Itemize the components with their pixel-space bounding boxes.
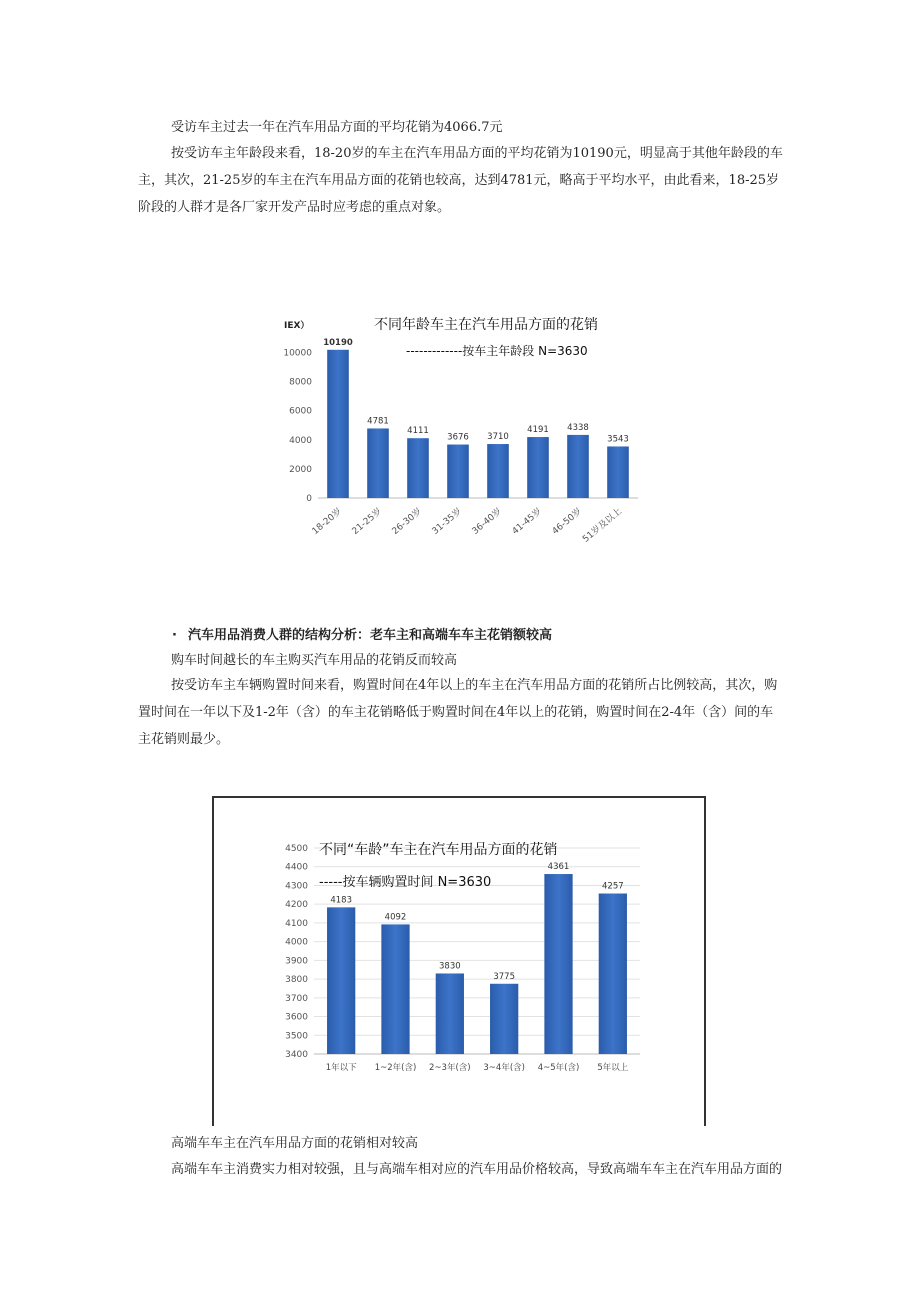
chart1-bar [447,445,469,498]
chart1-category-label: 18-20岁 [310,506,344,537]
chart2-ytick-label: 4300 [285,881,308,892]
chart1-corner-label: IEX） [284,321,310,331]
chart2-category-label: 2~3年(含) [429,1063,471,1073]
section2-bullet [172,624,552,643]
chart1-bar [527,437,549,498]
chart2-ytick-label: 4400 [285,862,308,873]
chart2-title: 不同“车龄”车主在汽车用品方面的花销 [319,842,558,858]
chart1-value-label: 3676 [447,432,469,443]
chart2-category-label: 1~2年(含) [374,1063,417,1073]
chart1-bar [327,350,349,498]
chart1-bar [487,444,509,498]
chart1-category-label: 46-50岁 [550,506,584,537]
chart1-value-label: 4191 [527,425,549,436]
chart2-ytick-label: 3900 [285,956,308,967]
purchase-time-paragraph: 按受访车主车辆购置时间来看，购置时间在4年以上的车主在汽车用品方面的花销所占比例较高，其次，购置时间在一年以下及1-2年（含）的车主花销略低于购置时间在4年以上的花销，购置时间在2-4年（含）间的车主花销则最少。 [138,678,778,747]
chart2-bar [381,924,409,1054]
chart1-bar [607,446,629,498]
chart2-value-label: 3830 [439,961,461,972]
chart2-ytick-label: 3800 [285,975,308,986]
chart1-ytick-label: 0 [306,494,312,504]
section3-subheading: 高端车车主在汽车用品方面的花销相对较高 [171,1136,419,1151]
chart2-value-label: 4183 [330,895,352,906]
vehicle-age-spending-chart [214,798,704,1126]
section2-subheading: 购车时间越长的车主购买汽车用品的花销反而较高 [171,653,458,668]
chart2-bar [436,973,464,1054]
chart2-value-label: 4092 [384,912,407,923]
chart1-category-label: 41-45岁 [510,506,544,537]
chart2-bar [599,894,627,1054]
chart1-ytick-label: 6000 [289,406,312,417]
chart1-ytick-label: 4000 [289,435,312,446]
chart2-ytick-label: 3400 [285,1050,308,1060]
chart2-category-label: 1年以下 [325,1063,357,1073]
chart1-title: 不同年龄车主在汽车用品方面的花销 [374,317,598,333]
chart2-ytick-label: 4000 [285,937,308,948]
chart1-value-label: 4338 [567,422,589,433]
chart1-ytick-label: 2000 [289,464,312,475]
chart1-category-label: 36-40岁 [470,506,504,537]
chart2-ytick-label: 3700 [285,993,308,1004]
chart1-bar [367,428,389,498]
vehicle-age-chart-frame [212,796,706,1126]
chart2-category-label: 3~4年(含) [483,1063,525,1073]
chart2-value-label: 4257 [602,881,624,892]
chart1-value-label: 3710 [487,432,509,443]
chart2-bar [544,874,572,1054]
chart1-subtitle: -------------按车主年龄段 N=3630 [406,344,588,358]
chart2-ytick-label: 4100 [285,918,308,929]
chart1-value-label: 10190 [323,337,353,348]
age-spending-chart [280,308,650,580]
chart2-value-label: 4361 [547,862,570,873]
chart1-bar [407,438,429,498]
chart2-category-label: 4~5年(含) [537,1063,580,1073]
chart2-bar [490,984,518,1054]
bullet-dot-icon: · [172,628,177,643]
chart2-bar [327,907,355,1054]
high-end-paragraph: 高端车车主消费实力相对较强，且与高端车相对应的汽车用品价格较高，导致高端车车主在汽车用品方面的 [171,1162,783,1177]
chart2-value-label: 3775 [493,971,515,982]
chart1-value-label: 4111 [407,426,429,437]
age-analysis-paragraph: 按受访车主年龄段来看，18-20岁的车主在汽车用品方面的平均花销为10190元，明显高于其他年龄段的车主，其次，21-25岁的车主在汽车用品方面的花销也较高，达到4781元，略高于平均水平，由此看来，18-25岁阶段的人群才是各厂家开发产品时应考虑的重点对象。 [138,146,783,215]
chart2-ytick-label: 4500 [285,844,308,854]
chart2-ytick-label: 4200 [285,900,308,911]
chart1-ytick-label: 10000 [283,348,312,359]
chart2-category-label: 5年以上 [597,1063,629,1073]
chart2-subtitle: -----按车辆购置时间 N=3630 [319,875,492,890]
chart1-category-label: 21-25岁 [350,506,384,537]
summary-line: 受访车主过去一年在汽车用品方面的平均花销为4066.7元 [171,120,503,135]
chart1-category-label: 51岁及以上 [581,506,624,545]
chart2-ytick-label: 3500 [285,1031,308,1042]
chart1-value-label: 3543 [607,434,629,445]
chart1-category-label: 31-35岁 [430,506,464,537]
section2-bullet-text: 汽车用品消费人群的结构分析：老车主和高端车车主花销额较高 [188,628,553,643]
chart1-category-label: 26-30岁 [390,506,424,537]
chart1-value-label: 4781 [367,416,389,427]
chart1-ytick-label: 8000 [289,377,312,388]
chart2-ytick-label: 3600 [285,1012,308,1023]
chart1-bar [567,435,589,498]
